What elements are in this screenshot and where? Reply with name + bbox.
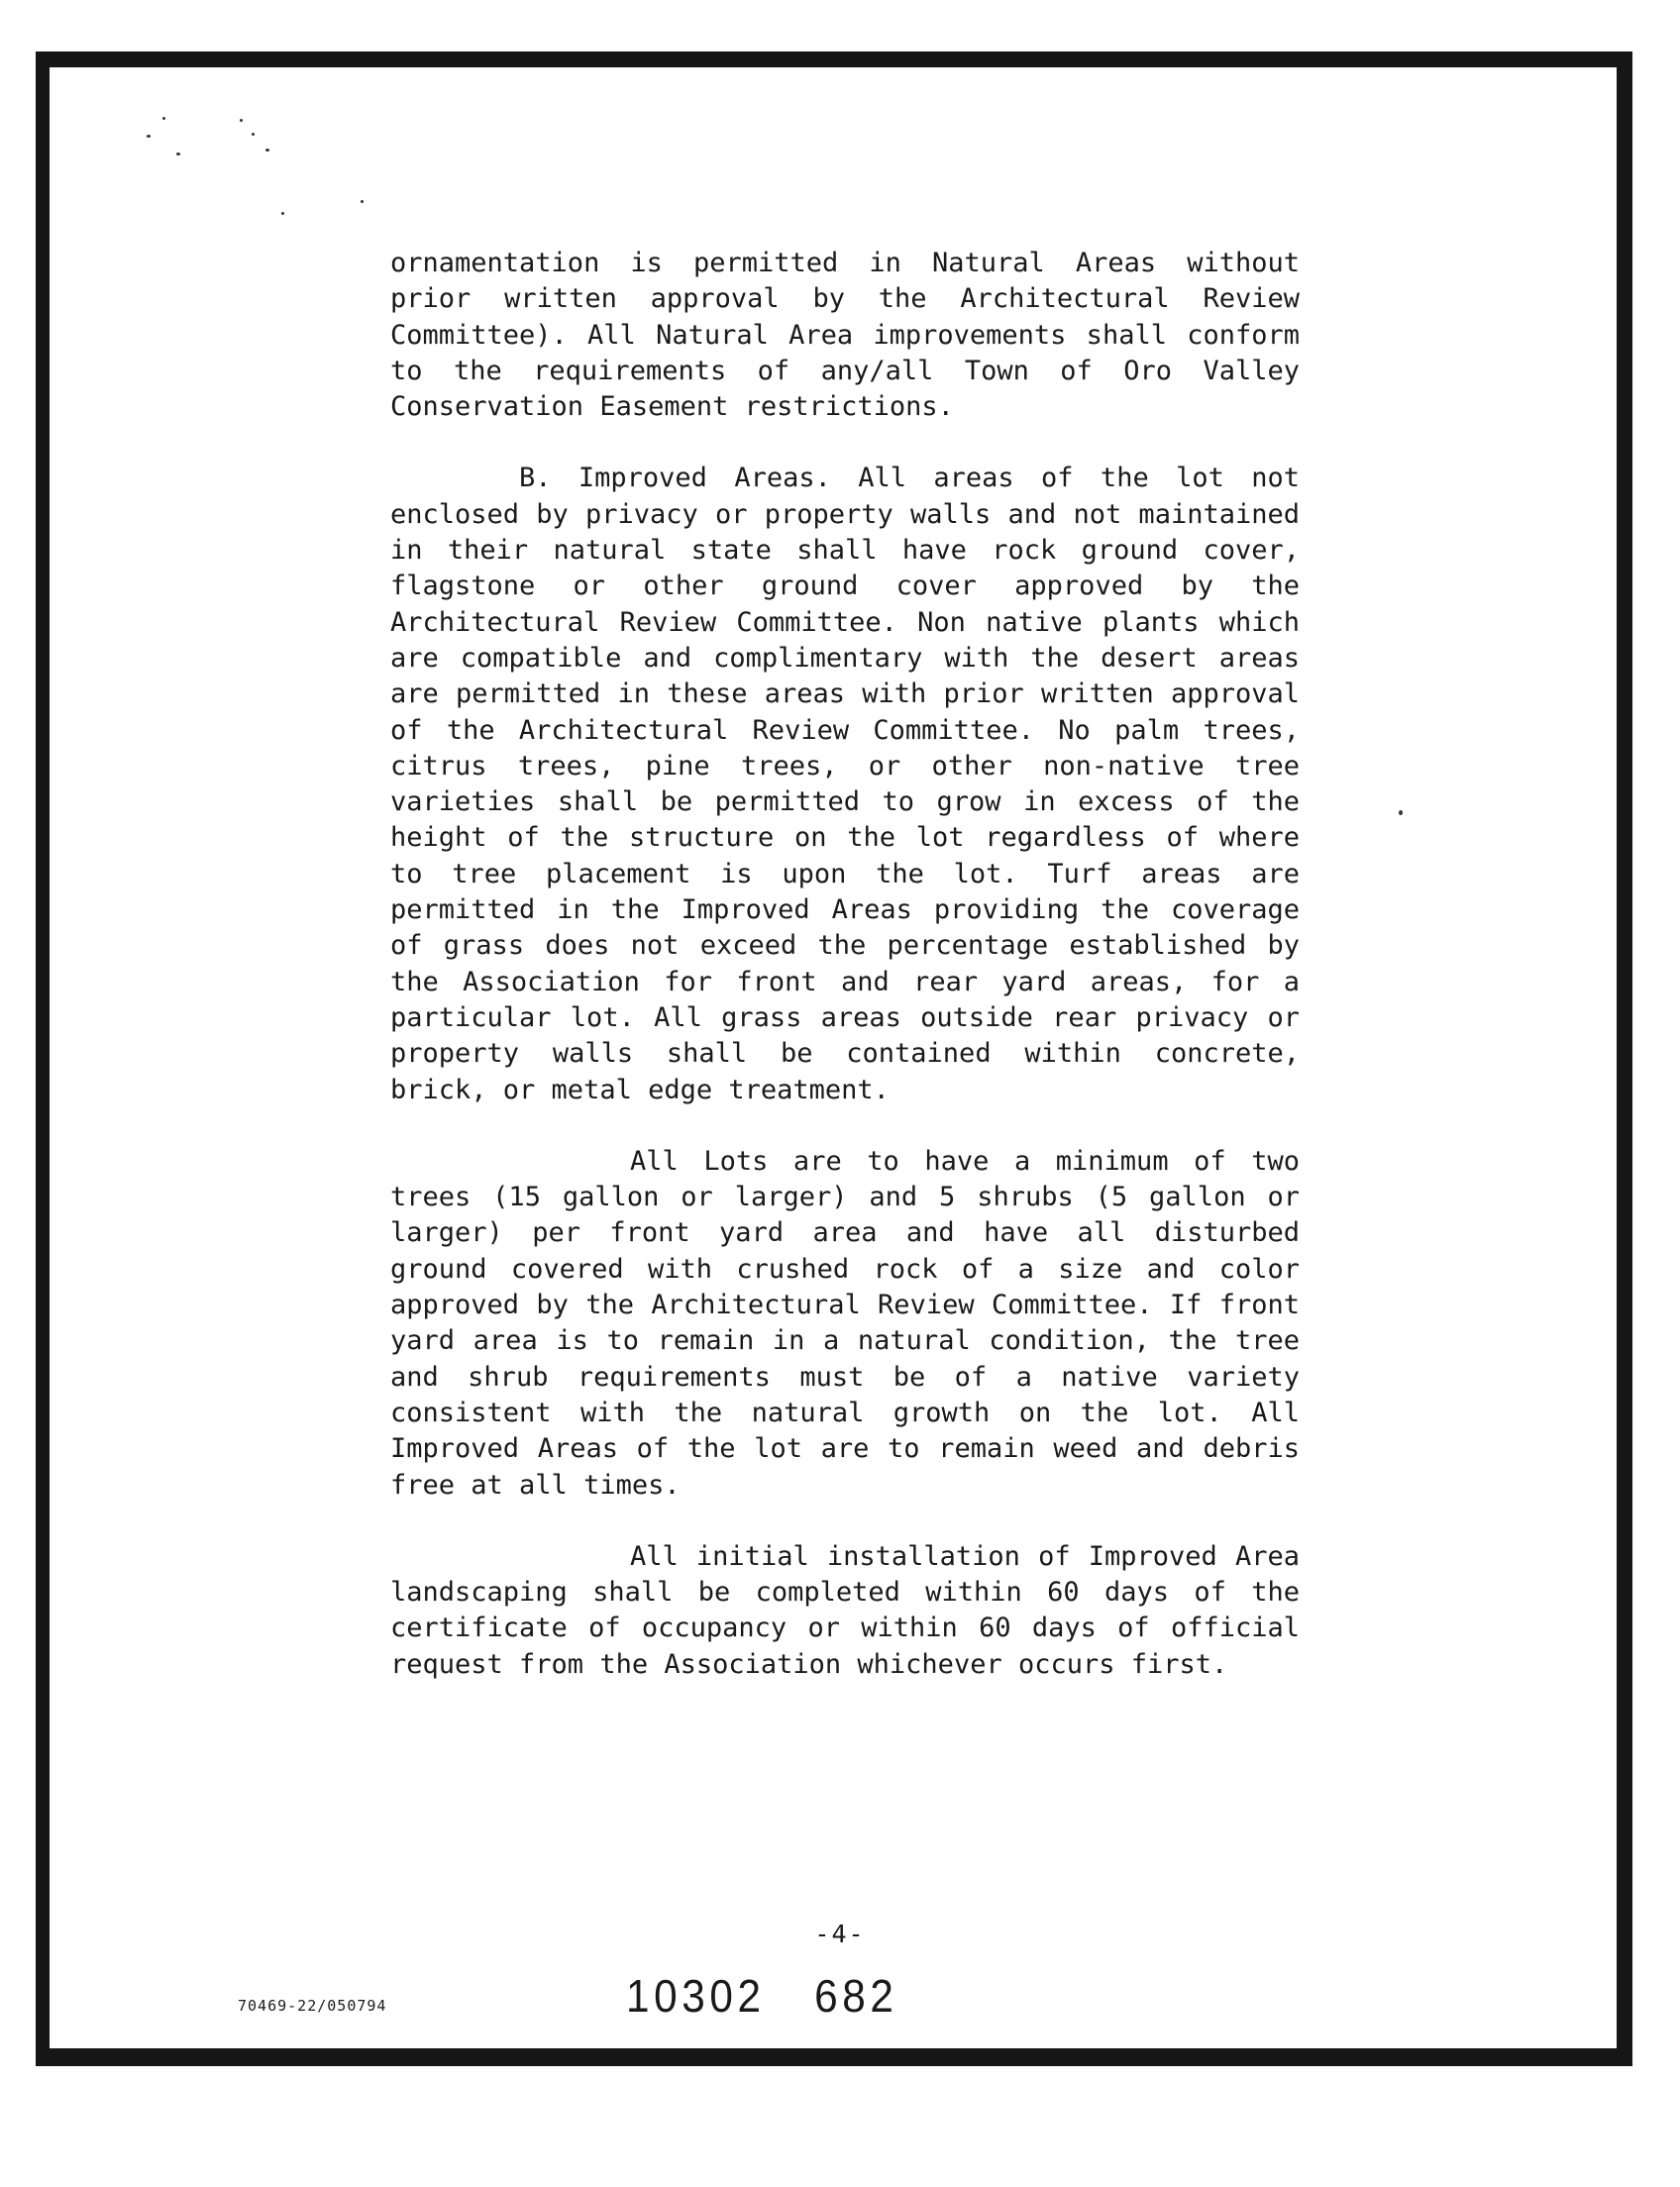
footer-code: 70469-22/050794 bbox=[238, 1997, 387, 2015]
recording-number: 10302 682 bbox=[626, 1970, 898, 2022]
document-body bbox=[390, 246, 1300, 1683]
paragraph-landscaping-deadline: All initial installation of Improved Area landscaping shall be completed within 60 days of the certificate of occupancy or within 60 days of official request from the Association whichever occurs first. bbox=[390, 1540, 1300, 1680]
scan-speck bbox=[361, 200, 364, 203]
scan-speck bbox=[252, 133, 255, 136]
paragraph-improved-areas: B. Improved Areas. All areas of the lot not enclosed by privacy or property walls and not maintained in their natural state shall have rock ground cover, flagstone or other ground cover approved by the Architectural Review Committee. Non native plants which are compatible and complimentary with the desert areas are permitted in these areas with prior written approval of the Architectural Review Committee. No palm trees, citrus trees, pine trees, or other non-native tree varieties shall be permitted to grow in excess of the height of the structure on the lot regardless of where to tree placement is upon the lot. Turf areas are permitted in the Improved Areas providing the coverage of grass does not exceed the percentage established by the Association for front and rear yard areas, for a particular lot. All grass areas outside rear privacy or property walls shall be contained within concrete, brick, or metal edge treatment. bbox=[390, 463, 1300, 1105]
scan-speck bbox=[1399, 810, 1403, 815]
scan-speck bbox=[176, 153, 180, 156]
scan-speck bbox=[265, 149, 269, 152]
page-number: -4- bbox=[814, 1920, 866, 1948]
scan-speck bbox=[281, 212, 284, 215]
scan-speck bbox=[147, 135, 151, 138]
scan-speck bbox=[240, 119, 243, 122]
paragraph-natural-areas: ornamentation is permitted in Natural Areas without prior written approval by the Architectural Review Committee). All Natural Area improvements shall conform to the requirements of any/all Town of Oro Valley Conservation Easement restrictions. bbox=[390, 248, 1300, 423]
scan-speck bbox=[162, 117, 165, 120]
paragraph-lot-trees: All Lots are to have a minimum of two trees (15 gallon or larger) and 5 shrubs (5 gallon or larger) per front yard area and have all disturbed ground covered with crushed rock of a size and color approved by the Architectural Review Committee. If front yard area is to remain in a natural condition, the tree and shrub requirements must be of a native variety consistent with the natural growth on the lot. All Improved Areas of the lot are to remain weed and debris free at all times. bbox=[390, 1145, 1300, 1501]
